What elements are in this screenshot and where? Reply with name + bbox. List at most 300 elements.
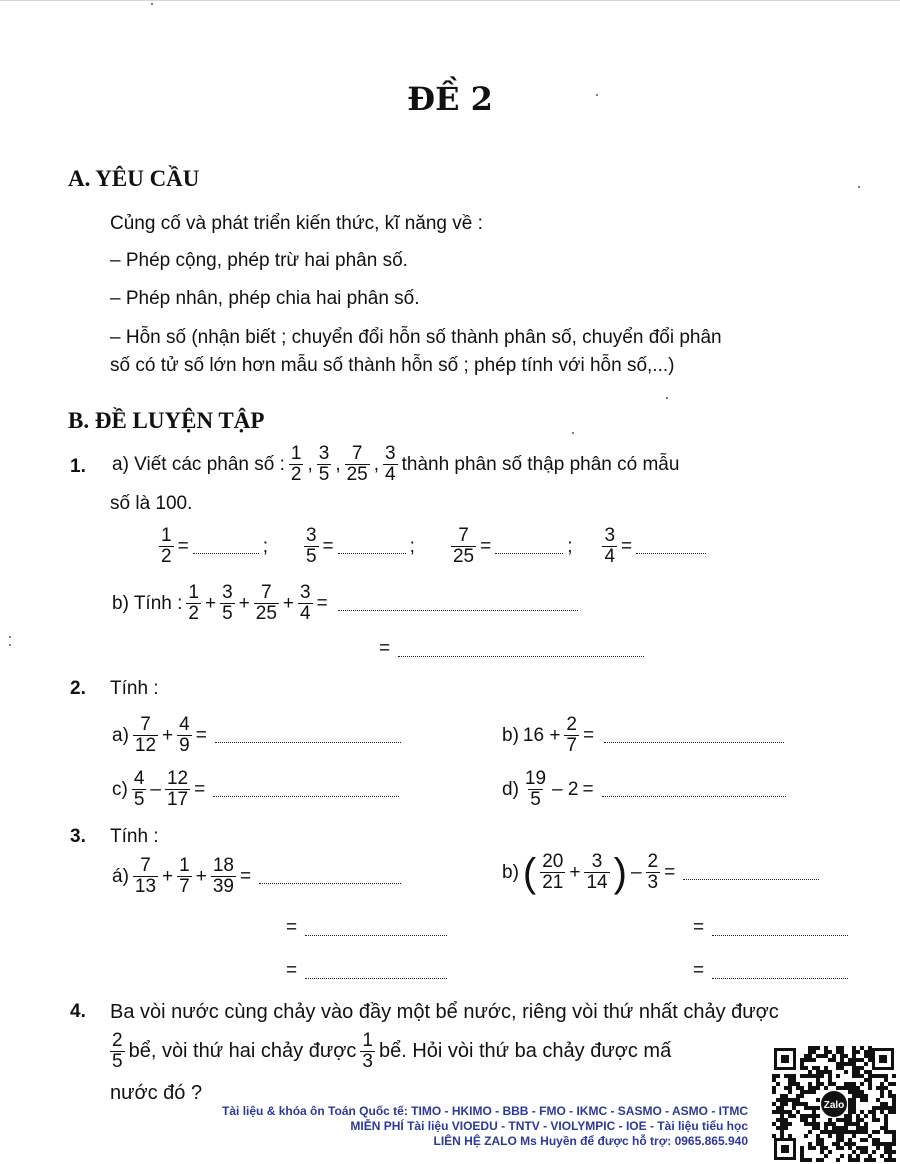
qr-module [812, 1074, 816, 1078]
qr-module [888, 1142, 892, 1146]
qr-module [828, 1118, 832, 1122]
scan-speck [9, 636, 11, 638]
fraction: $\frac{3}{5}$ [305, 525, 317, 567]
comma: , [373, 453, 380, 475]
qr-module [772, 1134, 776, 1138]
qr-module [892, 1142, 896, 1146]
fraction: $\frac{7}{13}$ [134, 855, 157, 897]
qr-module [868, 1086, 872, 1090]
qr-module [812, 1122, 816, 1126]
qr-module [892, 1102, 896, 1106]
qr-module [804, 1134, 808, 1138]
qr-module [872, 1138, 876, 1142]
qr-module [864, 1094, 868, 1098]
qr-module [848, 1138, 852, 1142]
qr-module [776, 1074, 780, 1078]
q3a-line3: = [284, 960, 449, 982]
answer-blank[interactable] [338, 596, 578, 611]
qr-module [880, 1102, 884, 1106]
qr-module [844, 1118, 848, 1122]
qr-module [848, 1082, 852, 1086]
qr-module [888, 1110, 892, 1114]
qr-module [884, 1102, 888, 1106]
qr-module [792, 1082, 796, 1086]
qr-module [804, 1106, 808, 1110]
question-1-number: 1. [70, 456, 86, 477]
qr-module [856, 1118, 860, 1122]
qr-module [848, 1146, 852, 1150]
qr-module [856, 1122, 860, 1126]
qr-module [888, 1106, 892, 1110]
answer-blank[interactable] [495, 539, 563, 554]
qr-module [820, 1150, 824, 1154]
qr-module [820, 1146, 824, 1150]
qr-module [784, 1110, 788, 1114]
qr-module [852, 1054, 856, 1058]
question-3-number: 3. [70, 826, 86, 847]
qr-module [872, 1118, 876, 1122]
qr-module [820, 1158, 824, 1162]
footer-line: Tài liệu & khóa ôn Toán Quốc tế: TIMO - HKIMO - BBB - FMO - IKMC - SASMO - ASMO - ITMC [222, 1104, 748, 1118]
qr-module [800, 1074, 804, 1078]
answer-blank[interactable] [193, 539, 259, 554]
qr-module [868, 1154, 872, 1158]
qr-module [888, 1154, 892, 1158]
qr-module [784, 1074, 788, 1078]
qr-module [848, 1114, 852, 1118]
qr-module [860, 1074, 864, 1078]
qr-module [780, 1098, 784, 1102]
qr-module [836, 1050, 840, 1054]
qr-module [840, 1138, 844, 1142]
qr-module [892, 1158, 896, 1162]
answer-blank[interactable] [712, 921, 848, 936]
qr-module [856, 1114, 860, 1118]
qr-module [852, 1102, 856, 1106]
q1a-suffix: thành phân số thập phân có mẫu [401, 453, 680, 475]
qr-module [792, 1098, 796, 1102]
qr-module [832, 1142, 836, 1146]
qr-module [812, 1126, 816, 1130]
qr-module [808, 1090, 812, 1094]
qr-module [788, 1078, 792, 1082]
qr-module [808, 1114, 812, 1118]
qr-module [800, 1086, 804, 1090]
answer-blank[interactable] [305, 921, 447, 936]
qr-module [816, 1086, 820, 1090]
qr-module [776, 1110, 780, 1114]
qr-module [848, 1142, 852, 1146]
qr-module [868, 1058, 872, 1062]
qr-module [840, 1154, 844, 1158]
qr-module [824, 1126, 828, 1130]
qr-module [800, 1058, 804, 1062]
scan-speck [572, 432, 574, 434]
qr-module [844, 1142, 848, 1146]
qr-module [808, 1074, 812, 1078]
answer-blank[interactable] [338, 539, 406, 554]
qr-module [848, 1158, 852, 1162]
qr-module [808, 1058, 812, 1062]
qr-module [840, 1062, 844, 1066]
qr-module [840, 1130, 844, 1134]
qr-module [772, 1086, 776, 1090]
qr-module [888, 1130, 892, 1134]
qr-module [796, 1086, 800, 1090]
qr-module [868, 1082, 872, 1086]
qr-module [792, 1078, 796, 1082]
qr-module [792, 1106, 796, 1110]
qr-module [860, 1094, 864, 1098]
fraction: $\frac{4}{5}$ [133, 768, 145, 810]
qr-module [876, 1146, 880, 1150]
qr-module [848, 1130, 852, 1134]
qr-module [844, 1054, 848, 1058]
qr-module [876, 1098, 880, 1102]
qr-module [872, 1110, 876, 1114]
answer-blank[interactable] [683, 865, 819, 880]
qr-module [864, 1122, 868, 1126]
answer-blank[interactable] [305, 964, 447, 979]
q4-line2: $\frac{2}{5}$ bể, vòi thứ hai chảy được $\frac{1}{3}$ bể. Hỏi vòi thứ ba chảy được mấ [112, 1030, 672, 1072]
qr-module [864, 1054, 868, 1058]
qr-module [852, 1050, 856, 1054]
qr-module [796, 1094, 800, 1098]
qr-module [860, 1082, 864, 1086]
qr-module [828, 1082, 832, 1086]
qr-module [856, 1094, 860, 1098]
qr-module [808, 1122, 812, 1126]
qr-module [780, 1134, 784, 1138]
qr-module [836, 1158, 840, 1162]
qr-module [852, 1094, 856, 1098]
qr-module [848, 1110, 852, 1114]
qr-module [888, 1090, 892, 1094]
qr-module [868, 1158, 872, 1162]
qr-module [864, 1126, 868, 1130]
qr-module [836, 1134, 840, 1138]
q1b-prefix: b) Tính : [112, 592, 183, 614]
qr-module [804, 1114, 808, 1118]
qr-module [836, 1146, 840, 1150]
fraction: $\frac{3}{5}$ [222, 582, 233, 624]
qr-module [816, 1078, 820, 1082]
qr-module [884, 1106, 888, 1110]
qr-module [868, 1054, 872, 1058]
qr-module [876, 1106, 880, 1110]
qr-module [824, 1054, 828, 1058]
qr-module [852, 1106, 856, 1110]
qr-module [796, 1098, 800, 1102]
qr-module [816, 1134, 820, 1138]
qr-module [776, 1082, 780, 1086]
qr-module [852, 1134, 856, 1138]
qr-module [824, 1146, 828, 1150]
qr-module [792, 1114, 796, 1118]
qr-module [872, 1150, 876, 1154]
qr-module [808, 1046, 812, 1050]
qr-module [876, 1130, 880, 1134]
qr-module [880, 1074, 884, 1078]
qr-module [812, 1090, 816, 1094]
qr-module [804, 1054, 808, 1058]
qr-module [804, 1118, 808, 1122]
qr-module [864, 1130, 868, 1134]
qr-module [864, 1146, 868, 1150]
scan-speck [666, 397, 668, 399]
qr-module [856, 1130, 860, 1134]
qr-module [888, 1082, 892, 1086]
section-b-heading: B. ĐỀ LUYỆN TẬP [68, 408, 265, 433]
qr-module [864, 1050, 868, 1054]
qr-module [880, 1106, 884, 1110]
qr-module [888, 1146, 892, 1150]
qr-module [808, 1050, 812, 1054]
qr-module [864, 1158, 868, 1162]
qr-module [820, 1082, 824, 1086]
qr-module [784, 1098, 788, 1102]
fraction: $\frac{7}{12}$ [134, 714, 157, 756]
qr-module [812, 1146, 816, 1150]
qr-module [884, 1158, 888, 1162]
qr-module [892, 1106, 896, 1110]
qr-module [792, 1102, 796, 1106]
zalo-qr-code[interactable] [772, 1046, 896, 1162]
qr-module [816, 1066, 820, 1070]
requirement-item: – Phép cộng, phép trừ hai phân số. [110, 250, 408, 271]
qr-module [832, 1122, 836, 1126]
fraction: $\frac{7}{25}$ [255, 582, 277, 624]
qr-module [804, 1074, 808, 1078]
qr-module [804, 1066, 808, 1070]
qr-module [884, 1114, 888, 1118]
qr-module [864, 1078, 868, 1082]
qr-module [884, 1118, 888, 1122]
qr-module [884, 1146, 888, 1150]
qr-module [780, 1114, 784, 1118]
qr-module [812, 1110, 816, 1114]
fraction: $\frac{2}{5}$ [112, 1030, 123, 1072]
qr-module [840, 1058, 844, 1062]
qr-module [784, 1118, 788, 1122]
qr-module [796, 1082, 800, 1086]
qr-module [864, 1150, 868, 1154]
answer-blank[interactable] [712, 964, 848, 979]
fraction: $\frac{1}{2}$ [188, 582, 199, 624]
q4-line3: nước đó ? [110, 1082, 203, 1104]
qr-module [816, 1070, 820, 1074]
qr-module [836, 1046, 840, 1050]
qr-module [852, 1150, 856, 1154]
fraction: $\frac{20}{21}$ [542, 851, 564, 893]
qr-module [800, 1146, 804, 1150]
qr-module [780, 1126, 784, 1130]
qr-module [812, 1046, 816, 1050]
qr-module [844, 1086, 848, 1090]
answer-blank[interactable] [636, 539, 706, 554]
scan-speck [9, 644, 11, 646]
qr-module [848, 1118, 852, 1122]
qr-module [816, 1122, 820, 1126]
qr-module [884, 1126, 888, 1130]
qr-module [804, 1158, 808, 1162]
qr-module [788, 1086, 792, 1090]
qr-module [848, 1058, 852, 1062]
qr-module [844, 1082, 848, 1086]
answer-blank[interactable] [259, 869, 401, 884]
q2c: c) $\frac{4}{5}$ – $\frac{12}{17}$ = [110, 769, 401, 810]
qr-module [808, 1082, 812, 1086]
qr-module [876, 1118, 880, 1122]
qr-module [808, 1146, 812, 1150]
qr-module [812, 1106, 816, 1110]
qr-module [852, 1066, 856, 1070]
qr-module [828, 1078, 832, 1082]
answer-blank[interactable] [398, 642, 644, 657]
qr-module [828, 1150, 832, 1154]
answer-blank[interactable] [213, 782, 399, 797]
qr-module [820, 1130, 824, 1134]
qr-module [808, 1054, 812, 1058]
qr-module [892, 1082, 896, 1086]
q4-line1: Ba vòi nước cùng chảy vào đầy một bể nước, riêng vòi thứ nhất chảy được [110, 1001, 779, 1023]
qr-module [788, 1090, 792, 1094]
qr-module [868, 1070, 872, 1074]
fraction: $\frac{7}{25}$ [346, 443, 368, 485]
answer-blank[interactable] [602, 782, 786, 797]
qr-module [836, 1066, 840, 1070]
qr-module [884, 1130, 888, 1134]
qr-module [856, 1058, 860, 1062]
q2b: b) 16 + $\frac{2}{7}$ = [500, 715, 786, 756]
qr-module [848, 1090, 852, 1094]
qr-module [812, 1058, 816, 1062]
qr-module [836, 1074, 840, 1078]
qr-module [788, 1110, 792, 1114]
qr-module [816, 1054, 820, 1058]
qr-module [816, 1098, 820, 1102]
qr-module [880, 1126, 884, 1130]
qr-module [844, 1126, 848, 1130]
qr-module [840, 1134, 844, 1138]
qr-module [856, 1126, 860, 1130]
qr-module [844, 1114, 848, 1118]
qr-module [888, 1094, 892, 1098]
qr-module [856, 1154, 860, 1158]
q1a-line2: số là 100. [110, 493, 193, 514]
qr-module [860, 1090, 864, 1094]
qr-module [812, 1086, 816, 1090]
qr-module [872, 1158, 876, 1162]
qr-module [824, 1122, 828, 1126]
answer-blank[interactable] [215, 728, 401, 743]
qr-module [888, 1158, 892, 1162]
qr-module [804, 1102, 808, 1106]
scan-speck [858, 186, 860, 188]
fraction: $\frac{1}{2}$ [161, 525, 172, 567]
qr-module [848, 1154, 852, 1158]
qr-module [880, 1086, 884, 1090]
qr-module [772, 1074, 776, 1078]
qr-module [824, 1046, 828, 1050]
qr-module [824, 1050, 828, 1054]
qr-module [828, 1122, 832, 1126]
qr-module [816, 1114, 820, 1118]
qr-module [868, 1110, 872, 1114]
qr-module [812, 1050, 816, 1054]
qr-module [832, 1058, 836, 1062]
qr-module [824, 1086, 828, 1090]
qr-module [864, 1070, 868, 1074]
qr-module [852, 1082, 856, 1086]
fraction: $\frac{7}{25}$ [452, 525, 475, 567]
qr-module [860, 1058, 864, 1062]
qr-module [820, 1138, 824, 1142]
qr-module [892, 1110, 896, 1114]
qr-module [820, 1142, 824, 1146]
qr-module [852, 1130, 856, 1134]
qr-module [800, 1154, 804, 1158]
qr-module [772, 1102, 776, 1106]
fraction: $\frac{18}{39}$ [212, 855, 234, 897]
qr-module [860, 1046, 864, 1050]
qr-module [776, 1106, 780, 1110]
answer-blank[interactable] [604, 728, 784, 743]
qr-module [860, 1150, 864, 1154]
qr-module [852, 1158, 856, 1162]
qr-module [852, 1086, 856, 1090]
qr-module [864, 1098, 868, 1102]
qr-module [852, 1058, 856, 1062]
qr-module [856, 1050, 860, 1054]
qr-module [860, 1110, 864, 1114]
q3b-line2: = [691, 917, 850, 939]
qr-module [844, 1122, 848, 1126]
qr-module [824, 1154, 828, 1158]
qr-module [816, 1138, 820, 1142]
qr-module [828, 1074, 832, 1078]
q1b-line2: = [377, 638, 646, 660]
qr-module [832, 1054, 836, 1058]
qr-module [836, 1126, 840, 1130]
question-3-label: Tính : [110, 826, 159, 847]
fraction: $\frac{3}{4}$ [604, 525, 616, 567]
qr-module [776, 1126, 780, 1130]
qr-module [808, 1130, 812, 1134]
qr-module [872, 1106, 876, 1110]
question-4-number: 4. [70, 1001, 86, 1022]
q3a-line2: = [284, 917, 449, 939]
qr-module [852, 1062, 856, 1066]
qr-module [844, 1062, 848, 1066]
fraction: $\frac{3}{4}$ [385, 443, 396, 485]
qr-module [816, 1126, 820, 1130]
scan-speck [151, 3, 153, 5]
qr-module [784, 1102, 788, 1106]
qr-module [804, 1122, 808, 1126]
qr-module [788, 1122, 792, 1126]
requirement-item: số có tử số lớn hơn mẫu số thành hỗn số ; phép tính với hỗn số,...) [110, 355, 675, 376]
qr-module [780, 1094, 784, 1098]
qr-module [864, 1114, 868, 1118]
footer-line: MIỄN PHÍ Tài liệu VIOEDU - TNTV - VIOLYMPIC - IOE - Tài liệu tiểu học [350, 1119, 748, 1133]
section-a-intro: Củng cố và phát triển kiến thức, kĩ năng về : [110, 213, 483, 234]
qr-module [892, 1138, 896, 1142]
qr-module [808, 1142, 812, 1146]
qr-module [812, 1066, 816, 1070]
qr-module [800, 1158, 804, 1162]
qr-module [840, 1118, 844, 1122]
